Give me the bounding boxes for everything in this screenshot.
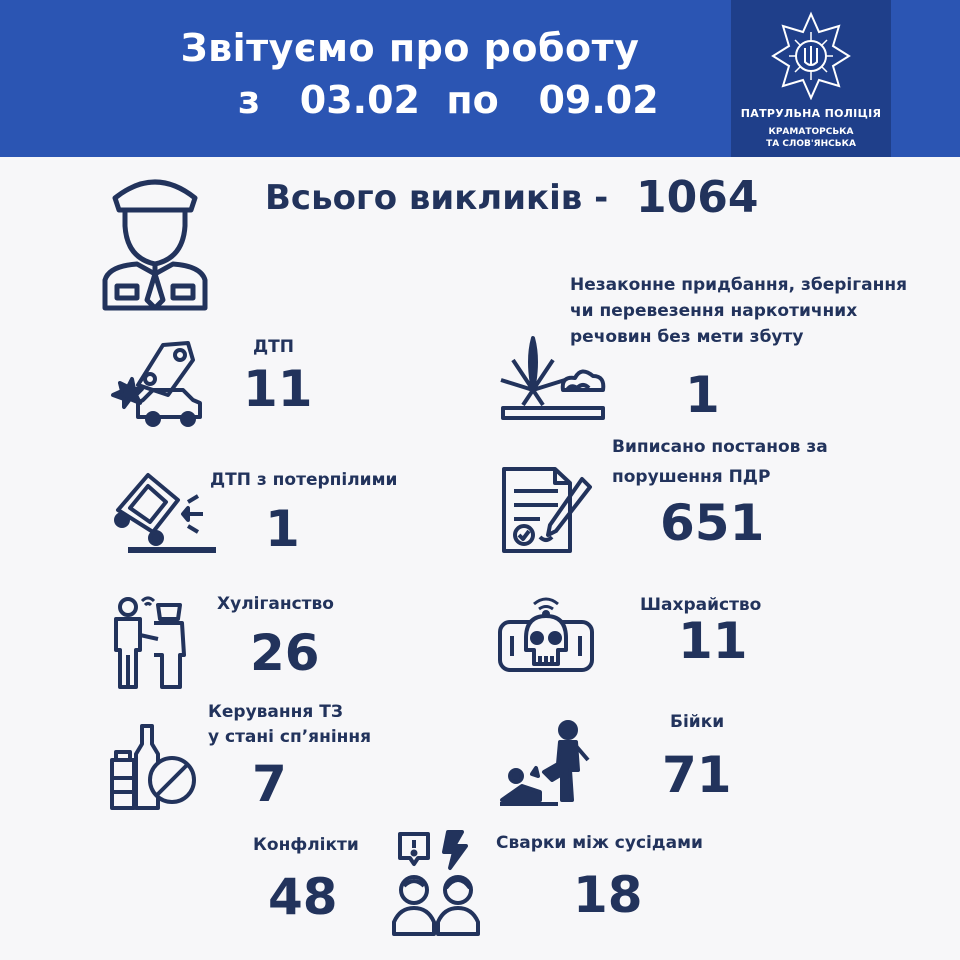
arguing-people-icon bbox=[390, 828, 485, 938]
logo-subtitle-line-2: ТА СЛОВ'ЯНСЬКА bbox=[766, 139, 856, 149]
cannabis-icon bbox=[493, 330, 608, 425]
stat-label-drunk-line-1: Керування ТЗ bbox=[208, 702, 343, 722]
stat-label-fraud: Шахрайство bbox=[640, 595, 762, 615]
stat-label-drunk-line-2: у стані сп’яніння bbox=[208, 727, 372, 747]
stat-label-fines-line-1: Виписано постанов за bbox=[612, 437, 828, 457]
stat-label-drunk bbox=[208, 700, 371, 750]
stat-value-fraud: 11 bbox=[678, 612, 748, 670]
stat-value-conflicts: 48 bbox=[268, 868, 338, 926]
police-officer-icon bbox=[95, 168, 215, 313]
stat-value-dtp: 11 bbox=[243, 360, 313, 418]
stat-label-dtp: ДТП bbox=[253, 337, 294, 357]
stat-label-hooliganism: Хуліганство bbox=[217, 594, 334, 614]
stat-label-drugs-line-1: Незаконне придбання, зберігання bbox=[570, 275, 907, 295]
stat-value-drunk: 7 bbox=[252, 755, 287, 813]
stat-label-neighbors: Сварки між сусідами bbox=[496, 833, 703, 853]
stat-label-fights: Бійки bbox=[670, 712, 725, 732]
car-crash-icon bbox=[108, 335, 208, 430]
stat-value-fines: 651 bbox=[660, 494, 765, 552]
stat-label-fines-line-2: порушення ПДР bbox=[612, 467, 771, 487]
fight-icon bbox=[496, 720, 596, 808]
stat-label-conflicts: Конфлікти bbox=[253, 835, 359, 855]
hooligans-icon bbox=[108, 595, 190, 690]
document-pen-icon bbox=[500, 465, 595, 555]
logo-title: ПАТРУЛЬНА ПОЛІЦІЯ bbox=[740, 107, 882, 120]
logo-subtitle-line-1: КРАМАТОРСЬКА bbox=[768, 127, 854, 137]
stat-label-drugs bbox=[570, 272, 907, 350]
stat-label-drugs-line-2: чи перевезення наркотичних bbox=[570, 301, 858, 321]
stat-value-hooliganism: 26 bbox=[250, 624, 320, 682]
overturned-car-icon bbox=[108, 470, 220, 555]
police-star-icon bbox=[771, 10, 851, 100]
alcohol-icon bbox=[108, 722, 198, 814]
stat-value-fights: 71 bbox=[662, 746, 732, 804]
report-period: з 03.02 по 09.02 bbox=[238, 78, 659, 122]
total-value: 1064 bbox=[636, 172, 759, 223]
stat-label-fines bbox=[612, 432, 828, 492]
stat-label-drugs-line-3: речовин без мети збуту bbox=[570, 327, 804, 347]
stat-value-neighbors: 18 bbox=[573, 866, 643, 924]
header-banner bbox=[0, 0, 960, 157]
logo-subtitle bbox=[731, 126, 891, 150]
stat-value-dtp-injured: 1 bbox=[265, 500, 300, 558]
report-title: Звітуємо про роботу bbox=[180, 26, 640, 70]
stat-label-dtp-injured: ДТП з потерпілими bbox=[210, 470, 398, 490]
phone-skull-icon bbox=[496, 590, 596, 690]
stat-value-drugs: 1 bbox=[685, 366, 720, 424]
police-logo bbox=[731, 0, 891, 157]
total-label: Всього викликів - bbox=[265, 178, 609, 218]
